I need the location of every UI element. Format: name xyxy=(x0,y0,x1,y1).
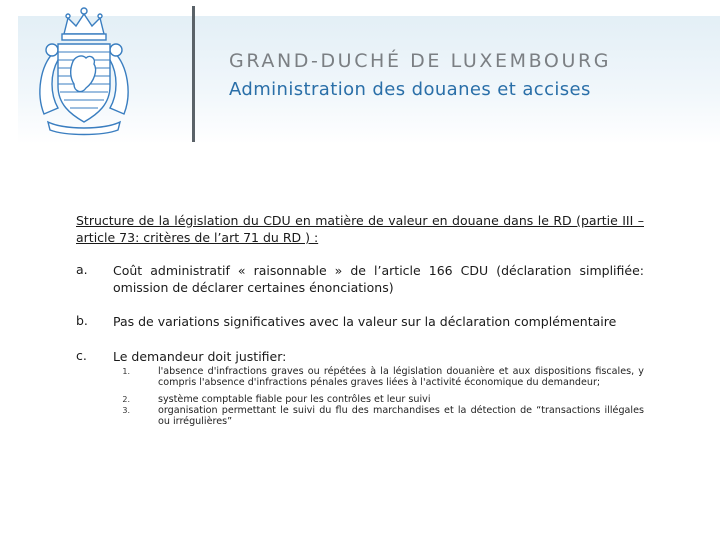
sublist-item-marker-1: 1. xyxy=(122,367,130,376)
list-item-a: Coût administratif « raisonnable » de l’article 166 CDU (déclaration simplifiée: omission de déclarer certaines énonciations) xyxy=(113,263,644,295)
header-divider xyxy=(192,6,195,142)
list-item-c: Le demandeur doit justifier: xyxy=(113,349,287,364)
sublist-item-marker-3: 3. xyxy=(122,406,130,415)
section-intro: Structure de la législation du CDU en matière de valeur en douane dans le RD (partie III – article 73: critères de l’art 71 du RD ) : xyxy=(76,213,644,245)
list-item-marker-c: c. xyxy=(76,348,87,363)
sublist-item-marker-2: 2. xyxy=(122,395,130,404)
sublist-item-3: organisation permettant le suivi du flu des marchandises et la détection de “transactions illégales ou irrégulières” xyxy=(158,405,644,427)
page-title: GRAND-DUCHÉ DE LUXEMBOURG xyxy=(229,50,612,72)
sublist-item-1: l'absence d'infractions graves ou répétées à la législation douanière et aux dispositions fiscales, y compris l'absence d'infractions pénales graves liées à l'activité économique du demandeur; xyxy=(158,366,644,388)
coat-of-arms-icon xyxy=(28,4,140,138)
page-subtitle: Administration des douanes et accises xyxy=(229,79,591,100)
list-item-b: Pas de variations significatives avec la valeur sur la déclaration complémentaire xyxy=(113,314,617,329)
list-item-marker-a: a. xyxy=(76,262,88,277)
list-item-marker-b: b. xyxy=(76,313,88,328)
sublist-item-2: système comptable fiable pour les contrôles et leur suivi xyxy=(158,394,431,405)
